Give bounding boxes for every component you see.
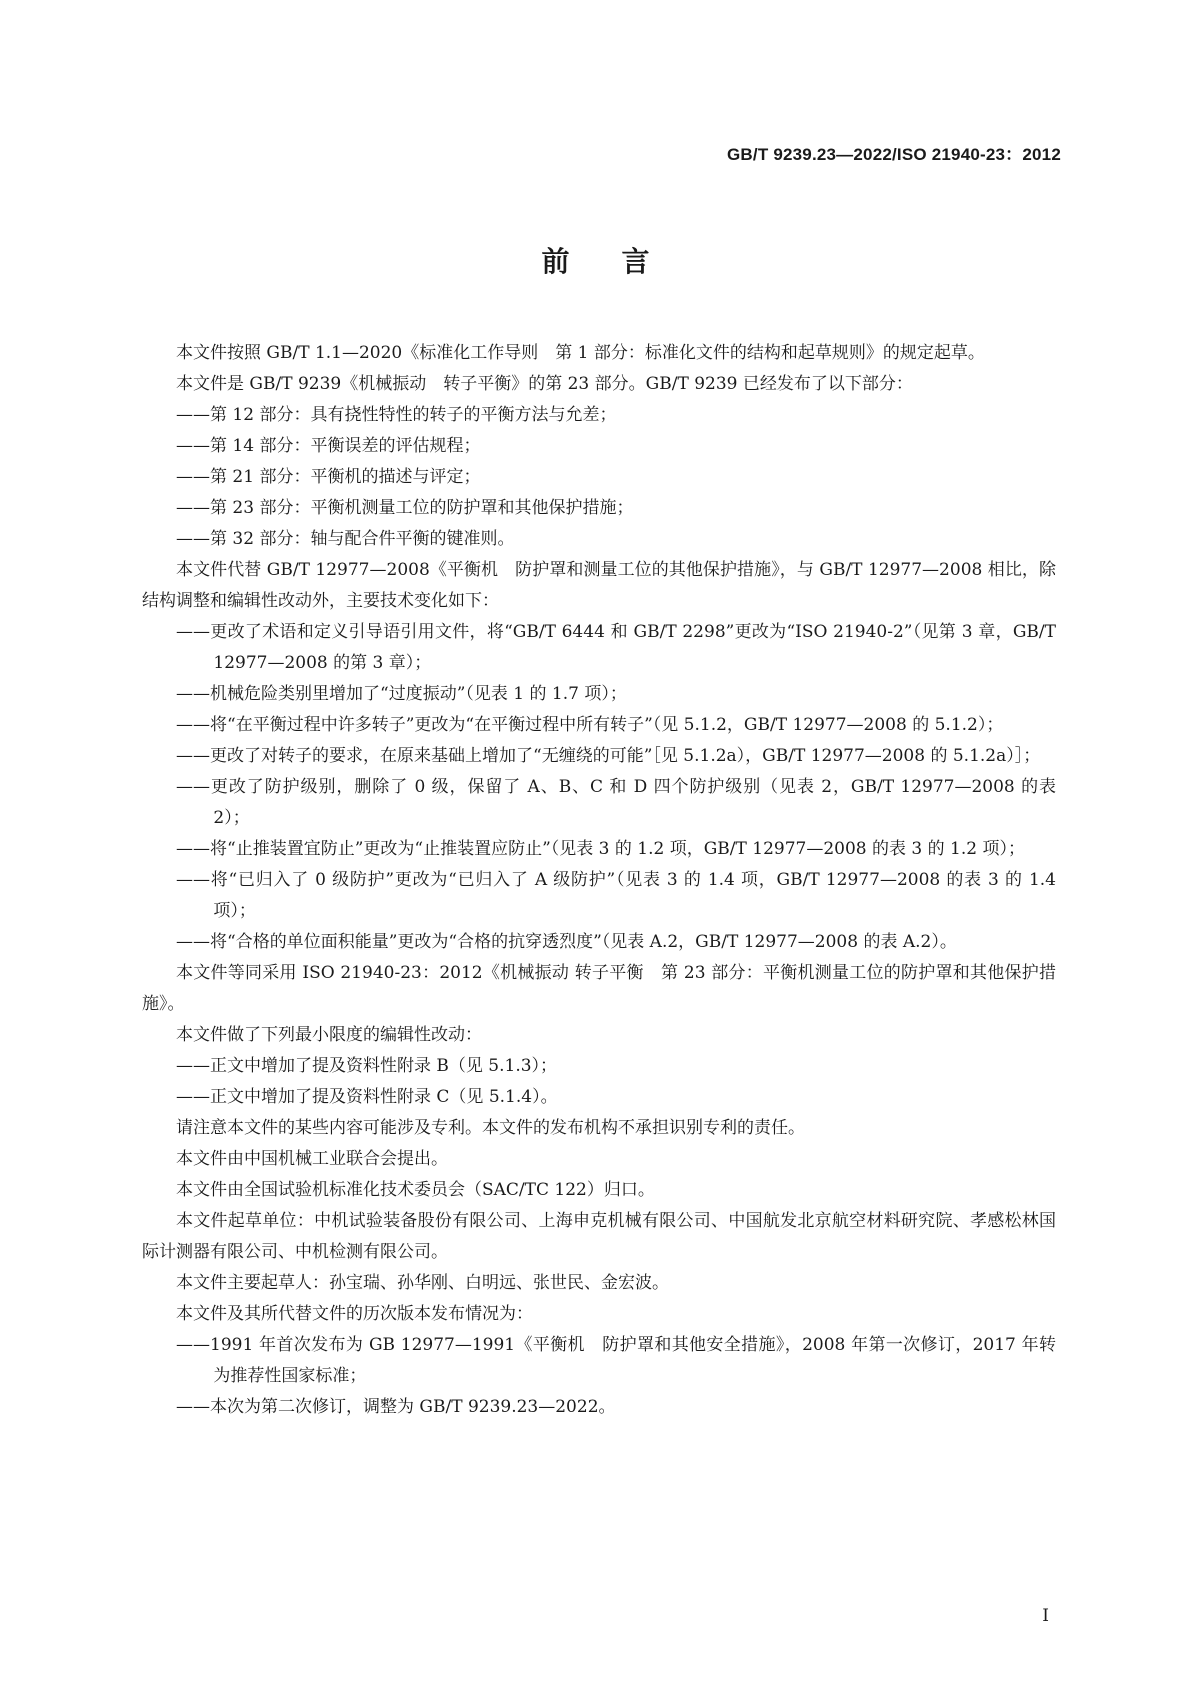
paragraph: 本文件代替 GB/T 12977—2008《平衡机 防护罩和测量工位的其他保护措施》，与 GB/T 12977—2008 相比，除结构调整和编辑性改动外，主要技术变化如下： bbox=[142, 560, 1056, 611]
paragraph: 本文件主要起草人：孙宝瑞、孙华刚、白明远、张世民、金宏波。 bbox=[176, 1273, 669, 1293]
paragraph: 本文件起草单位：中机试验装备股份有限公司、上海申克机械有限公司、中国航发北京航空材料研究院、孝感松林国际计测器有限公司、中机检测有限公司。 bbox=[142, 1211, 1056, 1262]
paragraph: 本文件等同采用 ISO 21940-23：2012《机械振动 转子平衡 第 23 部分：平衡机测量工位的防护罩和其他保护措施》。 bbox=[142, 963, 1056, 1014]
list-item: ——更改了对转子的要求，在原来基础上增加了“无缠绕的可能”［见 5.1.2a），GB/T 12977—2008 的 5.1.2a）］； bbox=[176, 746, 1041, 766]
page-number: I bbox=[1042, 1606, 1049, 1626]
paragraph: 本文件由全国试验机标准化技术委员会（SAC/TC 122）归口。 bbox=[176, 1180, 655, 1200]
list-item: ——更改了术语和定义引导语引用文件，将“GB/T 6444 和 GB/T 2298”更改为“ISO 21940-2”（见第 3 章，GB/T 12977—2008 的第 3 章）； bbox=[176, 622, 1056, 673]
list-item: ——第 23 部分：平衡机测量工位的防护罩和其他保护措施； bbox=[176, 498, 634, 518]
list-item: ——将“止推装置宜防止”更改为“止推装置应防止”（见表 3 的 1.2 项，GB/T 12977—2008 的表 3 的 1.2 项）； bbox=[176, 839, 1025, 859]
list-item: ——正文中增加了提及资料性附录 B（见 5.1.3）； bbox=[176, 1056, 558, 1076]
paragraph: 请注意本文件的某些内容可能涉及专利。本文件的发布机构不承担识别专利的责任。 bbox=[176, 1118, 805, 1138]
foreword-body bbox=[142, 338, 1056, 1423]
page-title: 前言 bbox=[541, 245, 702, 278]
list-item: ——第 21 部分：平衡机的描述与评定； bbox=[176, 467, 481, 487]
list-item: ——第 14 部分：平衡误差的评估规程； bbox=[176, 436, 481, 456]
list-item: ——机械危险类别里增加了“过度振动”（见表 1 的 1.7 项）； bbox=[176, 684, 627, 704]
paragraph: 本文件按照 GB/T 1.1—2020《标准化工作导则 第 1 部分：标准化文件的结构和起草规则》的规定起草。 bbox=[176, 343, 985, 363]
standard-number-header: GB/T 9239.23—2022/ISO 21940-23：2012 bbox=[727, 145, 1061, 164]
paragraph: 本文件做了下列最小限度的编辑性改动： bbox=[176, 1025, 482, 1045]
list-item: ——将“已归入了 0 级防护”更改为“已归入了 A 级防护”（见表 3 的 1.4 项，GB/T 12977—2008 的表 3 的 1.4 项）； bbox=[176, 870, 1056, 921]
list-item: ——第 32 部分：轴与配合件平衡的键准则。 bbox=[176, 529, 515, 549]
list-item: ——将“合格的单位面积能量”更改为“合格的抗穿透烈度”（见表 A.2，GB/T 12977—2008 的表 A.2）。 bbox=[176, 932, 957, 952]
list-item: ——1991 年首次发布为 GB 12977—1991《平衡机 防护罩和其他安全措施》，2008 年第一次修订，2017 年转为推荐性国家标准； bbox=[176, 1335, 1056, 1386]
paragraph: 本文件及其所代替文件的历次版本发布情况为： bbox=[176, 1304, 533, 1324]
list-item: ——第 12 部分：具有挠性特性的转子的平衡方法与允差； bbox=[176, 405, 617, 425]
list-item: ——正文中增加了提及资料性附录 C（见 5.1.4）。 bbox=[176, 1087, 558, 1107]
list-item: ——将“在平衡过程中许多转子”更改为“在平衡过程中所有转子”（见 5.1.2，GB/T 12977—2008 的 5.1.2）； bbox=[176, 715, 1004, 735]
paragraph: 本文件由中国机械工业联合会提出。 bbox=[176, 1149, 448, 1169]
list-item: ——本次为第二次修订，调整为 GB/T 9239.23—2022。 bbox=[176, 1397, 616, 1417]
paragraph: 本文件是 GB/T 9239《机械振动 转子平衡》的第 23 部分。GB/T 9239 已经发布了以下部分： bbox=[176, 374, 913, 394]
list-item: ——更改了防护级别，删除了 0 级，保留了 A、B、C 和 D 四个防护级别（见表 2，GB/T 12977—2008 的表 2）； bbox=[176, 777, 1056, 828]
